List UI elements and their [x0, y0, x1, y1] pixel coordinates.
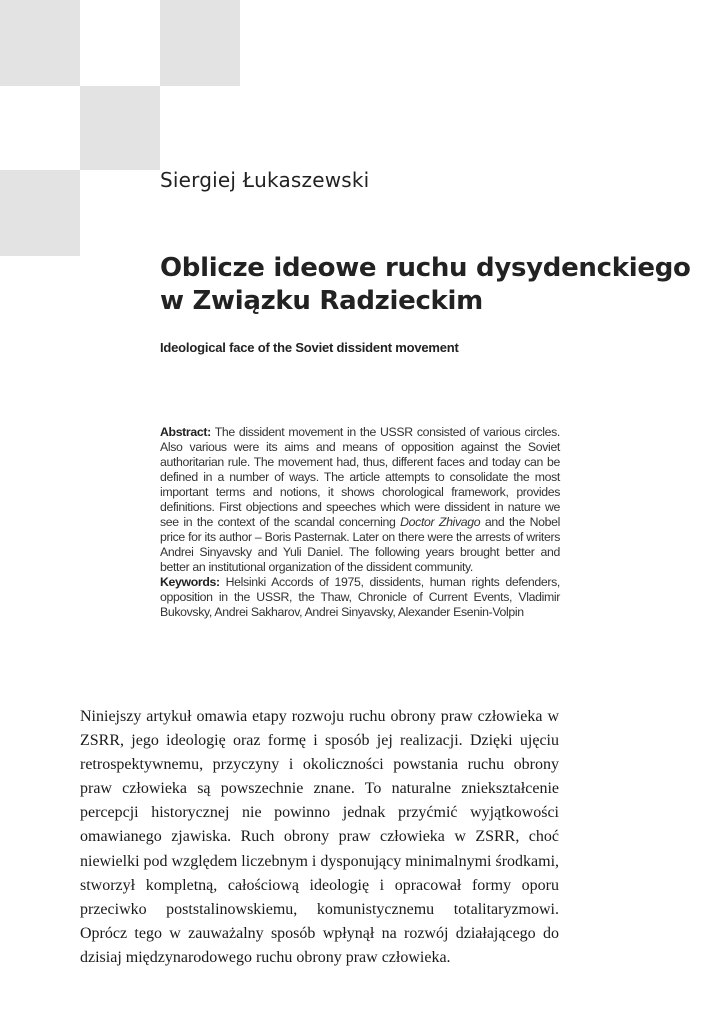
abstract-block [160, 425, 560, 620]
body-paragraph: Niniejszy artykuł omawia etapy rozwoju ruchu obrony praw człowieka w ZSRR, jego ideologię oraz formę i sposób jej realizacji. Dzięki ujęciu retrospektywnemu, przyczyny i okoliczności powstania ruchu obrony praw człowieka są powszechnie znane. To naturalne zniekształcenie percepcji historycznej nie powinno jednak przyćmić wyjątkowości omawianego zjawiska. Ruch obrony praw człowieka w ZSRR, choć niewielki pod względem liczebnym i dysponujący minimalnymi środkami, stworzył kompletną, całościową ideologię i opracował formy oporu przeciwko poststalinowskiemu, komunistycznemu totalitaryzmowi. Oprócz tego w zauważalny sposób wpłynął na rozwój działającego do dzisiaj międzynarodowego ruchu obrony praw człowieka. [80, 708, 560, 966]
abstract-label: Abstract: [160, 425, 211, 439]
keywords-text: Helsinki Accords of 1975, dissidents, human rights defenders, opposition in the USSR, the Thaw, Chronicle of Current Events, Vladimir Bukovsky, Andrei Sakharov, Andrei Sinyavsky, Alexander Esenin-Volpin [160, 575, 560, 619]
body-text-block [80, 705, 559, 970]
keywords-label: Keywords: [160, 575, 220, 589]
english-subtitle: Ideological face of the Soviet dissident movement [160, 340, 459, 355]
abstract-text-1: The dissident movement in the USSR consisted of various circles. Also various were its aims and means of opposition against the Soviet authoritarian rule. The movement had, thus, different faces and today can be defined in a number of ways. The article attempts to consolidate the most important terms and notions, it shows chorological framework, provides definitions. First objections and speeches which were dissident in nature we see in the context of the scandal concerning [160, 425, 560, 529]
title-line-1: Oblicze ideowe ruchu dysydenckiego [160, 253, 691, 283]
abstract-italic-title: Doctor Zhivago [400, 515, 481, 529]
abstract-paragraph [160, 425, 560, 575]
decor-square-3 [80, 86, 160, 170]
article-title [160, 252, 691, 318]
author-name: Siergiej Łukaszewski [160, 168, 370, 192]
title-line-2: w Związku Radzieckim [160, 286, 483, 316]
decor-square-4 [0, 170, 80, 256]
decor-square-1 [0, 0, 80, 86]
abstract-text-2: and the Nobel price for its author – Boris Pasternak. Later on there were the arrests of writers Andrei Sinyavsky and Yuli Daniel. The following years brought better and better an institutional organization of the dissident community. [160, 515, 561, 574]
decor-square-2 [160, 0, 240, 86]
keywords-paragraph [160, 575, 560, 620]
